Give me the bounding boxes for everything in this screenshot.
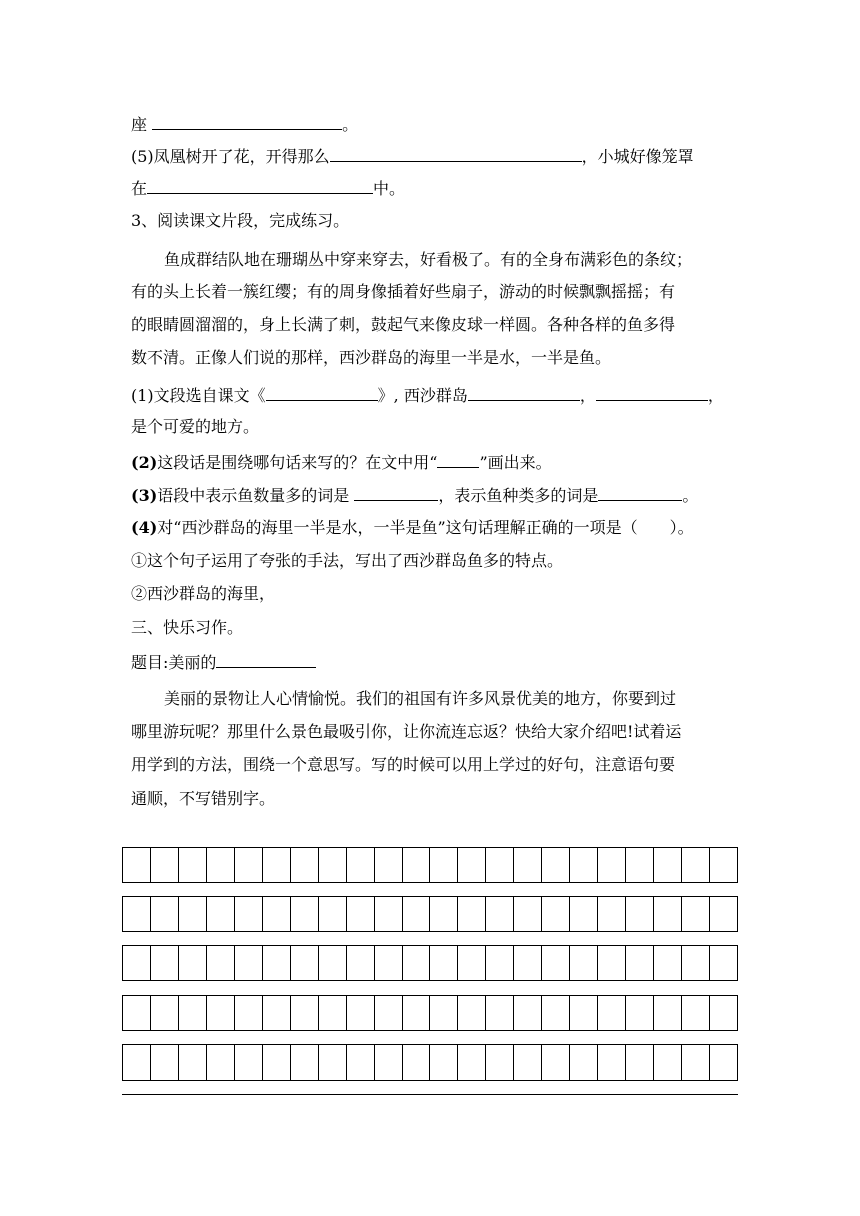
question-5-line-2: 在 中。 [131, 179, 406, 198]
grid-cell[interactable] [542, 848, 570, 882]
grid-cell[interactable] [263, 1045, 291, 1080]
grid-cell[interactable] [430, 1045, 458, 1080]
grid-cell[interactable] [542, 996, 570, 1030]
grid-cell[interactable] [403, 848, 431, 882]
answer-blank[interactable] [468, 385, 580, 401]
grid-cell[interactable] [319, 1045, 347, 1080]
grid-cell[interactable] [710, 946, 737, 980]
grid-cell[interactable] [179, 946, 207, 980]
grid-cell[interactable] [626, 897, 654, 931]
grid-cell[interactable] [598, 996, 626, 1030]
question-4: (4)对“西沙群岛的海里一半是水，一半是鱼”这句话理解正确的一项是（ ）。 [131, 518, 694, 537]
grid-cell[interactable] [291, 848, 319, 882]
grid-cell[interactable] [151, 1045, 179, 1080]
grid-cell[interactable] [542, 897, 570, 931]
prompt-line: 用学到的方法，围绕一个意思写。写的时候可以用上学过的好句，注意语句要 [131, 755, 676, 774]
prompt-line: 美丽的景物让人心情愉悦。我们的祖国有许多风景优美的地方，你要到过 [164, 689, 677, 708]
grid-cell[interactable] [235, 848, 263, 882]
grid-cell[interactable] [403, 946, 431, 980]
grid-cell[interactable] [319, 848, 347, 882]
grid-cell[interactable] [347, 848, 375, 882]
grid-cell[interactable] [403, 897, 431, 931]
grid-cell[interactable] [430, 897, 458, 931]
grid-cell[interactable] [151, 996, 179, 1030]
grid-cell[interactable] [207, 946, 235, 980]
grid-cell[interactable] [123, 1045, 151, 1080]
grid-cell[interactable] [654, 996, 682, 1030]
passage-line: 的眼睛圆溜溜的，身上长满了刺，鼓起气来像皮球一样圆。各种各样的鱼多得 [131, 315, 676, 334]
divider [122, 1094, 738, 1095]
writing-grid-row[interactable] [122, 847, 738, 883]
grid-cell[interactable] [347, 946, 375, 980]
answer-blank[interactable] [266, 385, 378, 401]
answer-blank[interactable] [598, 485, 682, 501]
grid-cell[interactable] [151, 946, 179, 980]
grid-cell[interactable] [486, 848, 514, 882]
grid-cell[interactable] [654, 848, 682, 882]
grid-cell[interactable] [570, 1045, 598, 1080]
grid-cell[interactable] [458, 848, 486, 882]
grid-cell[interactable] [626, 996, 654, 1030]
grid-cell[interactable] [430, 848, 458, 882]
title-blank[interactable] [216, 652, 316, 668]
passage-line: 鱼成群结队地在珊瑚丛中穿来穿去，好看极了。有的全身布满彩色的条纹； [164, 250, 693, 269]
grid-cell[interactable] [626, 848, 654, 882]
section-heading-composition: 三、快乐习作。 [131, 618, 244, 637]
answer-blank[interactable] [152, 114, 342, 130]
passage-line: 有的头上长着一簇红缨；有的周身像插着好些扇子，游动的时候飘飘摇摇；有 [131, 282, 676, 301]
grid-cell[interactable] [123, 996, 151, 1030]
grid-cell[interactable] [430, 996, 458, 1030]
passage-line: 数不清。正像人们说的那样，西沙群岛的海里一半是水，一半是鱼。 [131, 348, 612, 367]
grid-cell[interactable] [179, 1045, 207, 1080]
grid-cell[interactable] [654, 897, 682, 931]
grid-cell[interactable] [207, 996, 235, 1030]
grid-cell[interactable] [375, 996, 403, 1030]
grid-cell[interactable] [514, 946, 542, 980]
grid-cell[interactable] [347, 996, 375, 1030]
grid-cell[interactable] [291, 897, 319, 931]
grid-cell[interactable] [263, 848, 291, 882]
grid-cell[interactable] [347, 897, 375, 931]
grid-cell[interactable] [514, 1045, 542, 1080]
grid-cell[interactable] [207, 897, 235, 931]
grid-cell[interactable] [375, 946, 403, 980]
grid-cell[interactable] [542, 946, 570, 980]
grid-cell[interactable] [710, 996, 737, 1030]
grid-cell[interactable] [263, 946, 291, 980]
prompt-line: 通顺，不写错别字。 [131, 789, 276, 808]
grid-cell[interactable] [458, 996, 486, 1030]
answer-blank[interactable] [596, 385, 708, 401]
grid-cell[interactable] [710, 897, 737, 931]
grid-cell[interactable] [403, 1045, 431, 1080]
grid-cell[interactable] [598, 1045, 626, 1080]
answer-blank[interactable] [354, 485, 438, 501]
grid-cell[interactable] [654, 1045, 682, 1080]
grid-cell[interactable] [458, 897, 486, 931]
grid-cell[interactable] [626, 1045, 654, 1080]
grid-cell[interactable] [514, 897, 542, 931]
grid-cell[interactable] [514, 996, 542, 1030]
section-heading-3: 3、阅读课文片段，完成练习。 [131, 211, 350, 230]
grid-cell[interactable] [682, 897, 710, 931]
grid-cell[interactable] [263, 897, 291, 931]
grid-cell[interactable] [263, 996, 291, 1030]
question-2: (2)这段话是围绕哪句话来写的？在文中用“ ”画出来。 [131, 453, 552, 472]
grid-cell[interactable] [430, 946, 458, 980]
grid-cell[interactable] [151, 848, 179, 882]
grid-cell[interactable] [570, 848, 598, 882]
grid-cell[interactable] [235, 897, 263, 931]
grid-cell[interactable] [235, 946, 263, 980]
grid-cell[interactable] [570, 897, 598, 931]
grid-cell[interactable] [375, 1045, 403, 1080]
grid-cell[interactable] [626, 946, 654, 980]
writing-grid-row[interactable] [122, 945, 738, 981]
grid-cell[interactable] [319, 996, 347, 1030]
grid-cell[interactable] [291, 946, 319, 980]
grid-cell[interactable] [207, 1045, 235, 1080]
answer-blank[interactable] [437, 452, 479, 468]
grid-cell[interactable] [598, 946, 626, 980]
grid-cell[interactable] [458, 946, 486, 980]
grid-cell[interactable] [682, 946, 710, 980]
option-2: ②西沙群岛的海里， [131, 584, 276, 603]
composition-title: 题目:美丽的 [131, 652, 731, 673]
grid-cell[interactable] [682, 848, 710, 882]
grid-cell[interactable] [710, 1045, 737, 1080]
option-1: ①这个句子运用了夸张的手法，写出了西沙群岛鱼多的特点。 [131, 551, 564, 570]
grid-cell[interactable] [375, 897, 403, 931]
grid-cell[interactable] [486, 1045, 514, 1080]
grid-cell[interactable] [207, 848, 235, 882]
grid-cell[interactable] [682, 1045, 710, 1080]
grid-cell[interactable] [235, 996, 263, 1030]
grid-cell[interactable] [235, 1045, 263, 1080]
writing-grid-row[interactable] [122, 1044, 738, 1081]
grid-cell[interactable] [375, 848, 403, 882]
grid-cell[interactable] [403, 996, 431, 1030]
answer-blank[interactable] [330, 146, 582, 162]
grid-cell[interactable] [319, 946, 347, 980]
grid-cell[interactable] [123, 946, 151, 980]
prompt-line: 哪里游玩呢？那里什么景色最吸引你，让你流连忘返？快给大家介绍吧!试着运 [131, 722, 682, 741]
grid-cell[interactable] [347, 1045, 375, 1080]
answer-blank[interactable] [147, 178, 373, 194]
grid-cell[interactable] [570, 996, 598, 1030]
writing-grid-row[interactable] [122, 995, 738, 1031]
question-1-cont: 是个可爱的地方。 [131, 417, 260, 436]
grid-cell[interactable] [570, 946, 598, 980]
answer-line-4-end: 座 。 [131, 115, 359, 134]
grid-cell[interactable] [179, 848, 207, 882]
grid-cell[interactable] [458, 1045, 486, 1080]
question-1: (1)文段选自课文《 》, 西沙群岛 ， ， [131, 386, 724, 405]
grid-cell[interactable] [654, 946, 682, 980]
grid-cell[interactable] [542, 1045, 570, 1080]
grid-cell[interactable] [486, 996, 514, 1030]
question-3: (3)语段中表示鱼数量多的词是 ，表示鱼种类多的词是 。 [131, 486, 699, 505]
grid-cell[interactable] [291, 1045, 319, 1080]
grid-cell[interactable] [123, 897, 151, 931]
grid-cell[interactable] [486, 946, 514, 980]
grid-cell[interactable] [486, 897, 514, 931]
grid-cell[interactable] [682, 996, 710, 1030]
grid-cell[interactable] [514, 848, 542, 882]
grid-cell[interactable] [598, 897, 626, 931]
grid-cell[interactable] [151, 897, 179, 931]
grid-cell[interactable] [123, 848, 151, 882]
grid-cell[interactable] [291, 996, 319, 1030]
grid-cell[interactable] [598, 848, 626, 882]
grid-cell[interactable] [710, 848, 737, 882]
grid-cell[interactable] [179, 897, 207, 931]
writing-grid-row[interactable] [122, 896, 738, 932]
grid-cell[interactable] [319, 897, 347, 931]
question-5-line: (5)凤凰树开了花，开得那么 ，小城好像笼罩 [131, 147, 694, 166]
grid-cell[interactable] [179, 996, 207, 1030]
